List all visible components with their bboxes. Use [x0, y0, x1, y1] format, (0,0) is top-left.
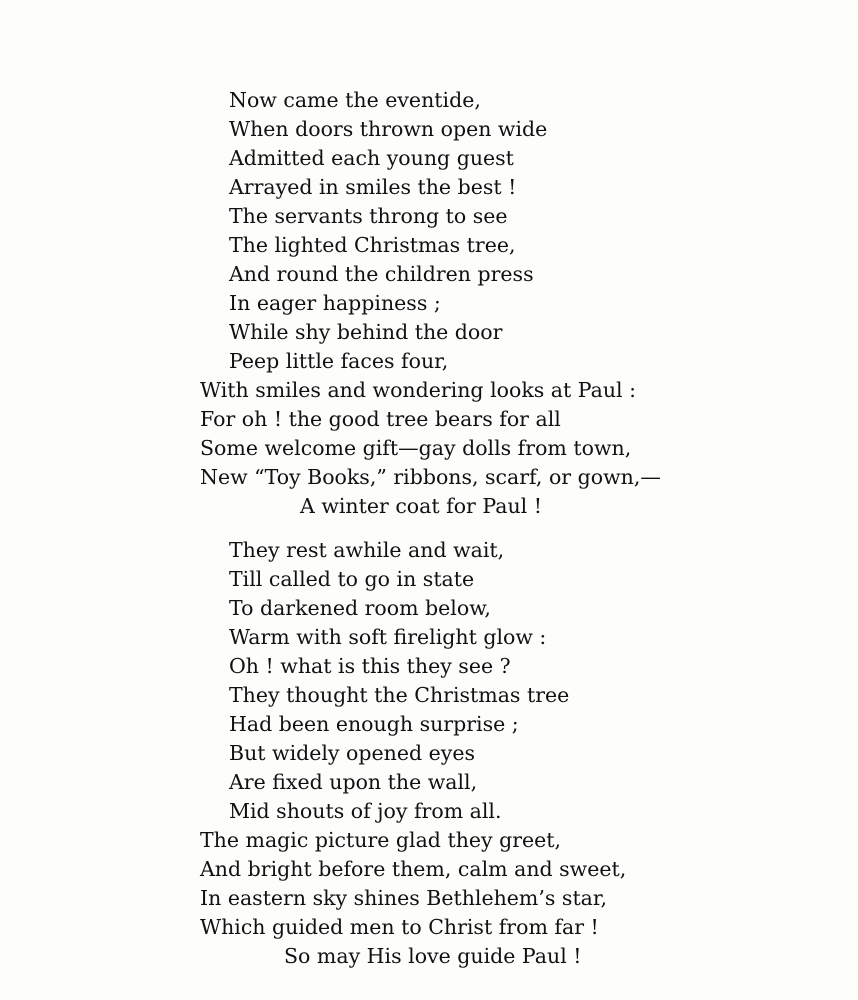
poem-line: Till called to go in state [229, 567, 475, 591]
poem-line: And bright before them, calm and sweet, [200, 857, 627, 881]
poem-line: The magic picture glad they greet, [200, 828, 562, 852]
poem-line: The lighted Christmas tree, [229, 233, 516, 257]
poem-line-refrain: So may His love guide Paul ! [284, 944, 582, 968]
poem-line: But widely opened eyes [229, 741, 475, 765]
poem-line-refrain: A winter coat for Paul ! [300, 494, 542, 518]
poem-line: In eager happiness ; [229, 291, 441, 315]
poem-line: They rest awhile and wait, [229, 538, 505, 562]
poem-line: New “Toy Books,” ribbons, scarf, or gown,— [200, 465, 661, 489]
poem-line: Admitted each young guest [229, 146, 514, 170]
poem-line: And round the children press [229, 262, 534, 286]
poem-line: The servants throng to see [229, 204, 508, 228]
poem-line: Had been enough surprise ; [229, 712, 519, 736]
poem-line: When doors thrown open wide [229, 117, 548, 141]
poem-line: Warm with soft firelight glow : [229, 625, 547, 649]
poem-line: Peep little faces four, [229, 349, 449, 373]
poem-line: Oh ! what is this they see ? [229, 654, 511, 678]
poem-line: Arrayed in smiles the best ! [229, 175, 517, 199]
poem-line: Now came the eventide, [229, 88, 481, 112]
poem-line: They thought the Christmas tree [229, 683, 570, 707]
poem-line: With smiles and wondering looks at Paul : [200, 378, 637, 402]
poem-line: Which guided men to Christ from far ! [200, 915, 599, 939]
poem-line: Some welcome gift—gay dolls from town, [200, 436, 632, 460]
poem-line: For oh ! the good tree bears for all [200, 407, 561, 431]
poem-line: In eastern sky shines Bethlehem’s star, [200, 886, 607, 910]
poem-line: Are fixed upon the wall, [229, 770, 478, 794]
poem-line: While shy behind the door [229, 320, 503, 344]
poem-line: To darkened room below, [229, 596, 491, 620]
poem-line: Mid shouts of joy from all. [229, 799, 502, 823]
